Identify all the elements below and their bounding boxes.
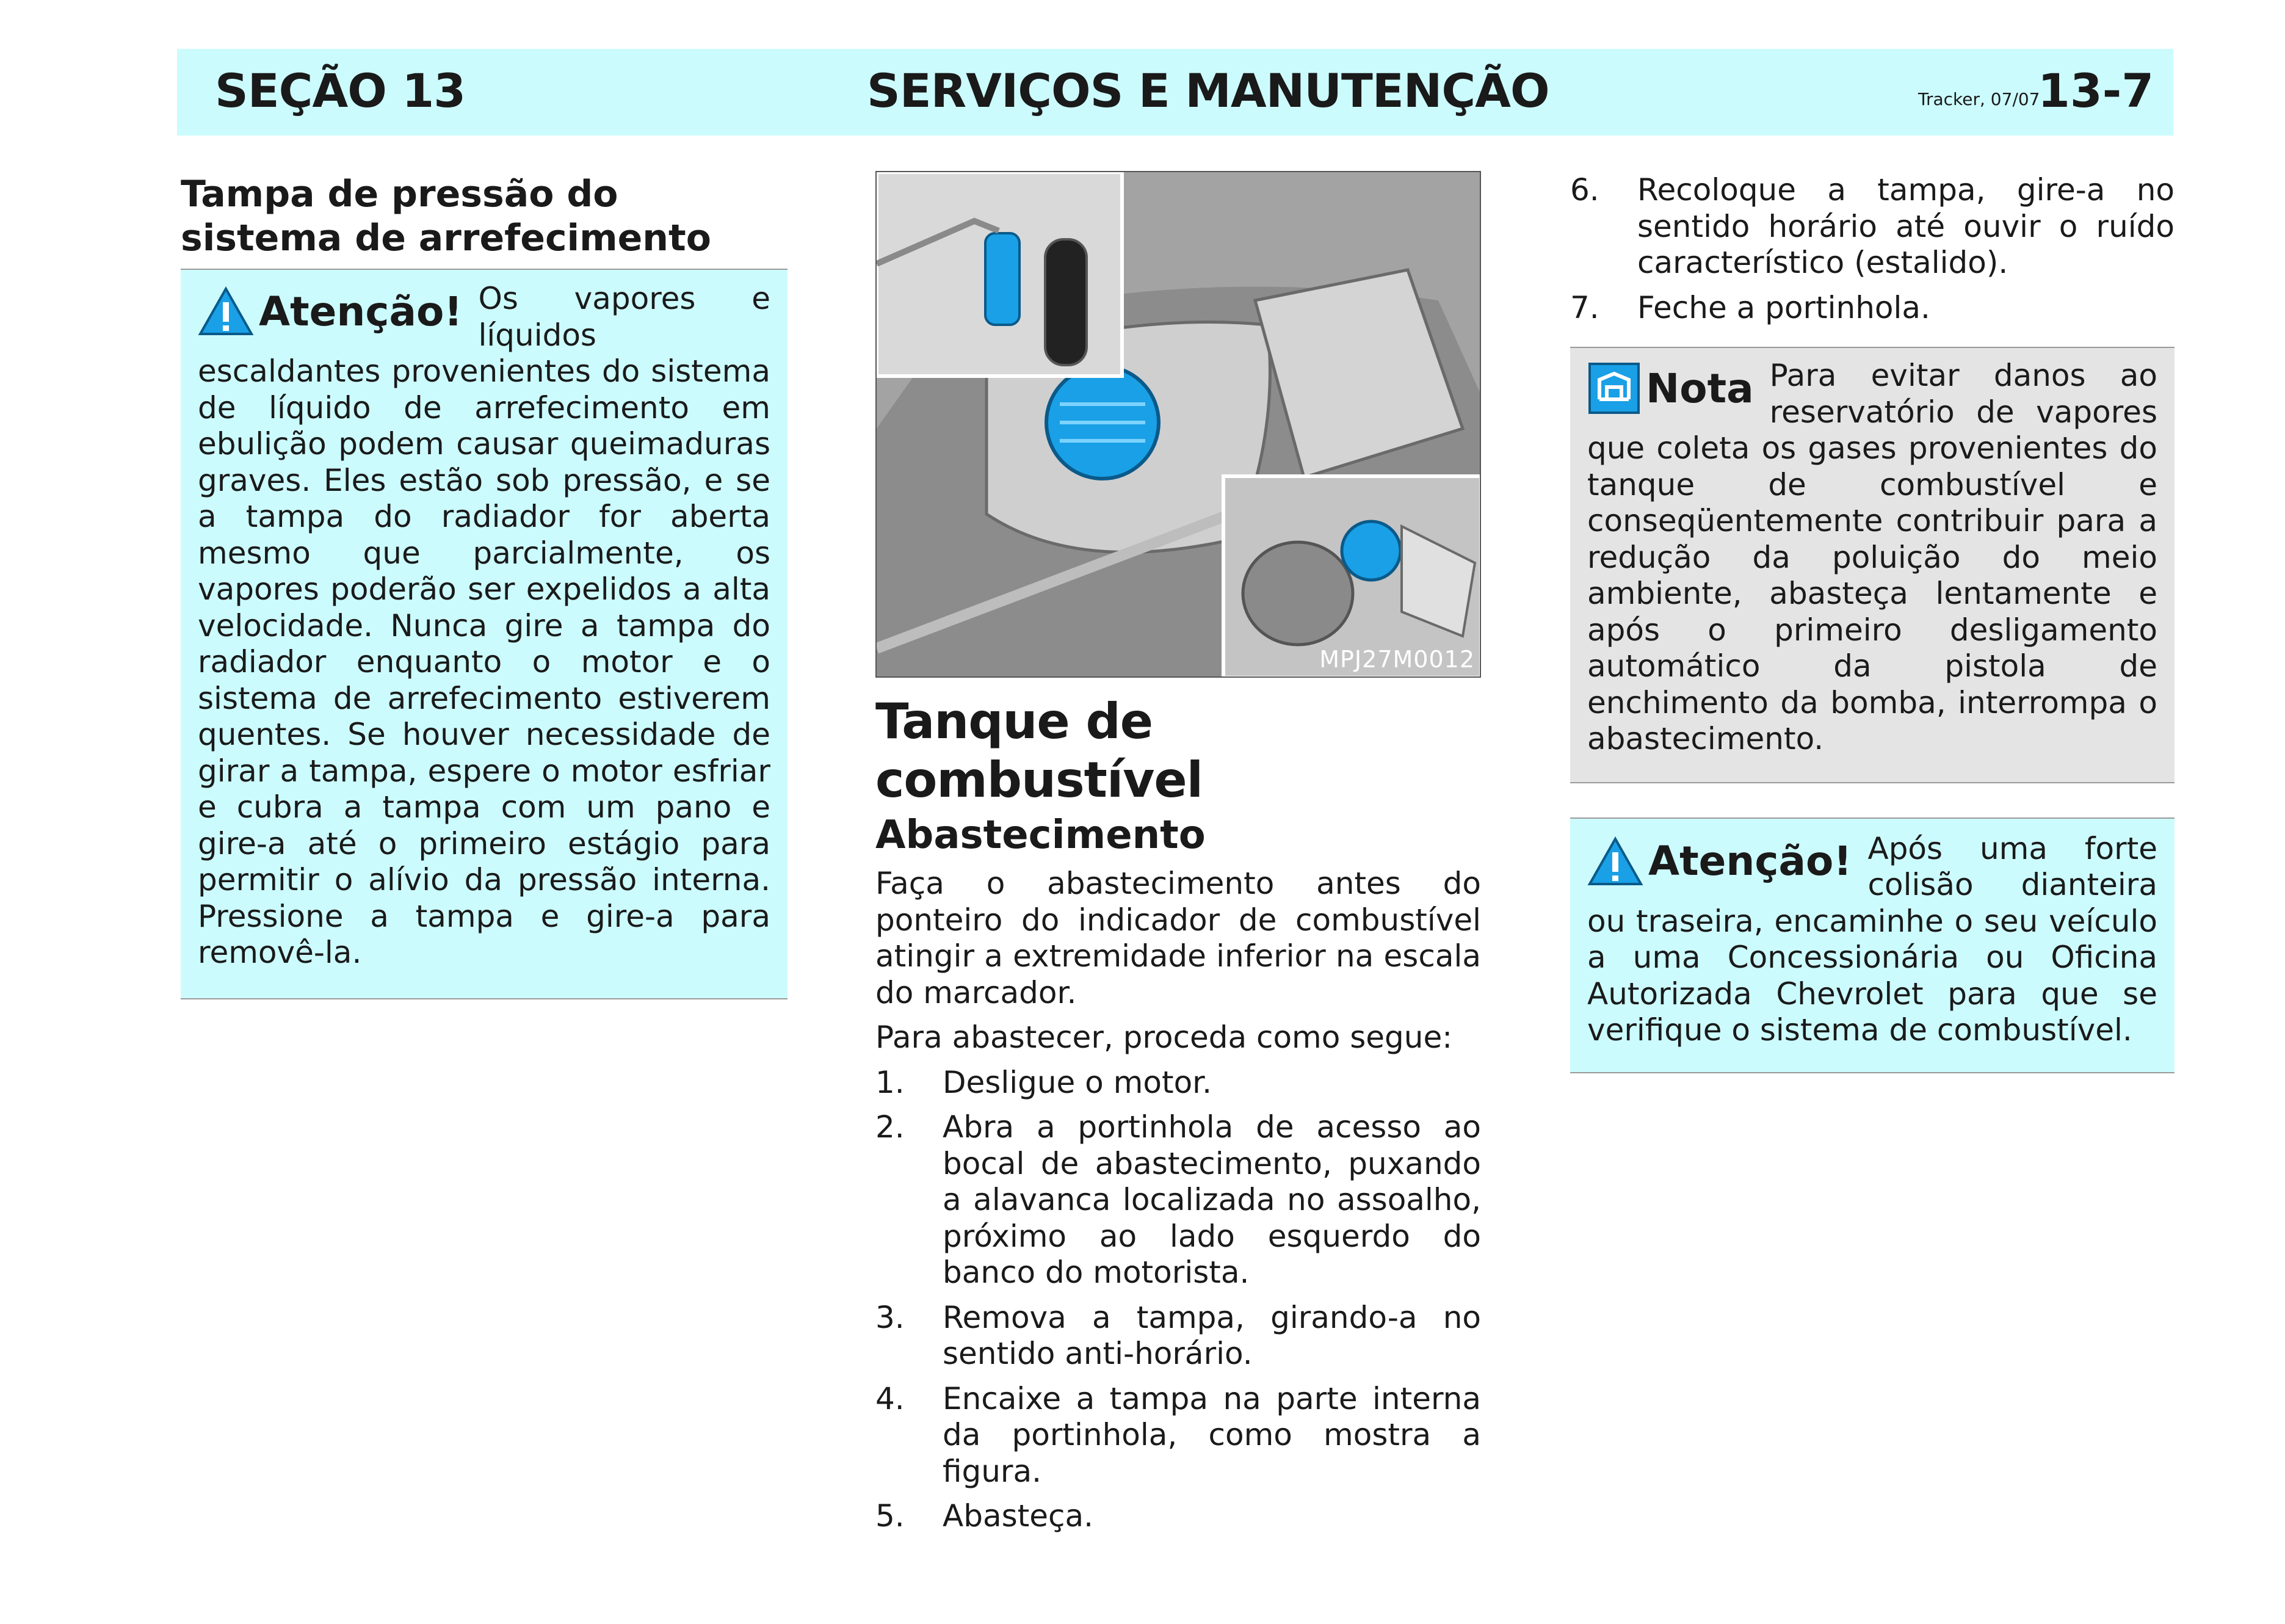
- warning-text: Os vapores e líquidos escaldantes provenientes do sistema de líquido de arrefecimento em ebulição podem causar queimaduras graves. Eles estão sob pressão, e se a tampa do radiador for aberta mesmo que parcialmente, os vapores poderão ser expelidos a alta velocidade. Nunca gire a tampa do radiador enquanto o motor e o sistema de arrefecimento estiverem quentes. Se houver necessidade de girar a tampa, espere o motor esfriar e cubra a tampa com um pano e gire-a até o primeiro estágio para permitir o alívio da pressão interna. Pressione a tampa e gire-a para removê-la.: [198, 281, 770, 970]
- list-item: 2. Abra a portinhola de acesso ao bocal de abastecimento, puxando a alavanca localizada no assoalho, próximo ao lado esquerdo do banco do motorista.: [875, 1109, 1481, 1290]
- middle-column: [875, 171, 1481, 1543]
- note-text: Para evitar danos ao reservatório de vapores que coleta os gases provenientes do tanque de combustível e conseqüentemente contribuir para a redução da poluição do meio ambiente, abasteça lentamente e após o primeiro desligamento automático da pistola de enchimento da bomba, interrompa o abastecimento.: [1587, 358, 2157, 756]
- note-box: [1570, 347, 2175, 783]
- refueling-steps-continued: [1570, 172, 2175, 326]
- fuel-tank-heading: Tanque de combustível: [875, 693, 1203, 808]
- fuel-filler-illustration: [877, 172, 1480, 676]
- warning-header: [1587, 831, 1852, 892]
- section-label: SEÇÃO 13: [215, 63, 466, 118]
- note-label: Nota: [1646, 364, 1754, 412]
- list-item: 7. Feche a portinhola.: [1570, 289, 1930, 325]
- warning-box: [181, 269, 788, 999]
- page-header: [177, 49, 2173, 136]
- refueling-lead: Para abastecer, proceda como segue:: [875, 1020, 1453, 1055]
- radiator-cap-heading: Tampa de pressão do sistema de arrefecimento: [181, 173, 711, 259]
- warning-triangle-icon: [198, 286, 254, 336]
- refueling-intro: Faça o abastecimento antes do ponteiro do indicador de combustível atingir a extremidade inferior na escala do marcador.: [875, 866, 1481, 1010]
- list-item: 4. Encaixe a tampa na parte interna da portinhola, como mostra a figura.: [875, 1380, 1481, 1489]
- refueling-steps: [875, 1065, 1481, 1535]
- note-icon: [1587, 361, 1641, 415]
- list-item: 3. Remova a tampa, girando-a no sentido anti-horário.: [875, 1299, 1481, 1371]
- right-column: [1570, 172, 2175, 1073]
- fuel-door-figure: [875, 171, 1481, 678]
- list-item: 5. Abasteça.: [875, 1498, 1094, 1534]
- page-number: 13-7: [2038, 63, 2154, 118]
- edition-label: Tracker, 07/07: [1918, 89, 2040, 109]
- figure-code: MPJ27M0012: [1319, 646, 1475, 673]
- warning-label: Atenção!: [259, 288, 463, 335]
- warning-label: Atenção!: [1648, 838, 1852, 885]
- chapter-title: SERVIÇOS E MANUTENÇÃO: [867, 63, 1549, 118]
- warning-text: Após uma forte colisão dianteira ou traseira, encaminhe o seu veículo a uma Concessionária ou Oficina Autorizada Chevrolet para que se verifique o sistema de combustível.: [1587, 830, 2157, 1048]
- list-item: 6. Recoloque a tampa, gire-a no sentido horário até ouvir o ruído característico (estalido).: [1570, 172, 2175, 280]
- left-column: [181, 172, 785, 999]
- warning-box: [1570, 817, 2175, 1073]
- warning-triangle-icon: [1587, 836, 1643, 886]
- refueling-subheading: Abastecimento: [875, 813, 1206, 858]
- list-item: 1. Desligue o motor.: [875, 1064, 1212, 1100]
- note-header: [1587, 358, 1754, 419]
- warning-header: [198, 281, 462, 342]
